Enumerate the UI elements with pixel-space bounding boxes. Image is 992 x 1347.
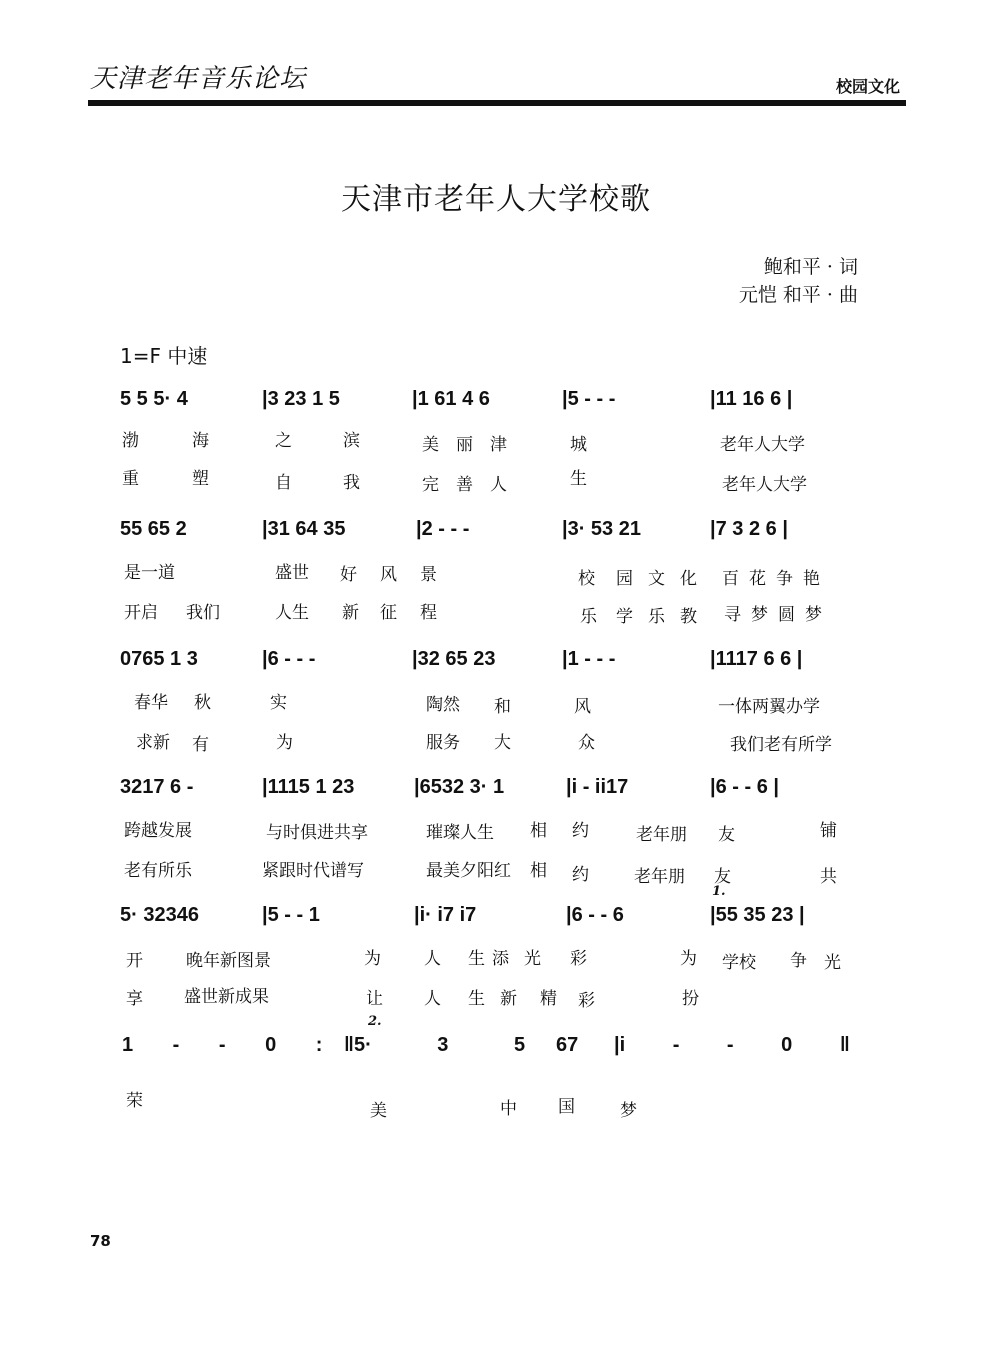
lyric: 实 [270, 693, 287, 713]
measure: |i - - 0 ‖ [614, 1034, 850, 1056]
measure: |31 64 35 [262, 518, 346, 540]
lyric: 海 [192, 431, 209, 451]
lyric: 完 [422, 475, 439, 495]
lyric: 景 [420, 565, 437, 585]
measure: |1 - - - [562, 648, 616, 670]
lyric: 老年朋 [636, 825, 687, 845]
lyric: 有 [192, 735, 209, 755]
measure: 1 - - 0 : [122, 1034, 323, 1056]
measure: |5 - - 1 [262, 904, 320, 926]
lyric: 生 [468, 949, 485, 969]
lyric: 园 [616, 569, 633, 589]
lyric: 渤 [122, 431, 139, 451]
measure: |6 - - 6 | [710, 776, 779, 798]
lyric: 教 [680, 607, 697, 627]
lyrics-line-6 [0, 1086, 992, 1126]
lyric: 友 [714, 867, 731, 887]
lyric: 相 [530, 861, 547, 881]
lyric: 乐 [580, 607, 597, 627]
lyric: 程 [420, 603, 437, 623]
lyric: 盛世新成果 [184, 987, 269, 1007]
lyric: 学 [616, 607, 633, 627]
lyric: 友 [718, 825, 735, 845]
lyric: 为 [276, 733, 293, 753]
lyric: 老有所乐 [124, 861, 192, 881]
lyric: 老年人大学 [722, 475, 807, 495]
lyric: 善 [456, 475, 473, 495]
lyric: 老年朋 [634, 867, 685, 887]
lyric: 人生 [275, 603, 309, 623]
measure: 67 [556, 1034, 579, 1056]
lyric: 风 [380, 565, 397, 585]
lyric: 寻梦圆梦 [724, 605, 832, 625]
lyric: 跨越发展 [124, 821, 192, 841]
composer-credit: 元恺 和平 · 曲 [738, 284, 858, 306]
measure: 5· 32346 [120, 904, 199, 926]
measure: |32 65 23 [412, 648, 496, 670]
measure: |6532 3· 1 [414, 776, 505, 798]
lyric: 大 [494, 733, 511, 753]
lyric: 百花争艳 [722, 569, 830, 589]
measure: |1 61 4 6 [412, 388, 490, 410]
lyric: 人 [490, 475, 507, 495]
lyric: 自 [275, 473, 292, 493]
lyric: 添 [492, 949, 509, 969]
measure: 55 65 2 [120, 518, 187, 540]
lyric: 精 [540, 989, 557, 1009]
measure: |3· 53 21 [562, 518, 641, 540]
key-tempo: 1=F 中速 [120, 344, 208, 368]
lyric: 老年人大学 [720, 435, 805, 455]
lyric: 最美夕阳红 [426, 861, 511, 881]
lyrics-line-2 [0, 556, 992, 626]
lyric: 我们老有所学 [730, 735, 832, 755]
lyricist-credit: 鲍和平 · 词 [763, 256, 858, 278]
lyric: 求新 [136, 733, 170, 753]
lyric: 生 [468, 989, 485, 1009]
lyric: 风 [574, 697, 591, 717]
measure: |3 23 1 5 [262, 388, 340, 410]
lyric: 彩 [570, 949, 587, 969]
lyric: 塑 [192, 469, 209, 489]
measure: |7 3 2 6 | [710, 518, 788, 540]
lyric: 开 [126, 951, 143, 971]
lyric: 紧跟时代谱写 [262, 861, 364, 881]
lyric: 铺 [820, 821, 837, 841]
lyric: 约 [572, 821, 589, 841]
lyric: 开启 [124, 603, 158, 623]
measure: |11 16 6 | [710, 388, 793, 410]
section-label: 校园文化 [835, 77, 900, 96]
score-line-6 [0, 1014, 992, 1094]
lyrics-line-3 [0, 686, 992, 756]
lyric: 美 [422, 435, 439, 455]
measure: |6 - - 6 [566, 904, 624, 926]
lyric: 晚年新图景 [186, 951, 271, 971]
lyric: 城 [570, 435, 587, 455]
measure: |5 - - - [562, 388, 616, 410]
lyric: 征 [380, 603, 397, 623]
volta-2: 2. [368, 1014, 382, 1029]
lyric: 一体两翼办学 [718, 697, 820, 717]
lyric: 春华 [134, 693, 168, 713]
measure: |55 35 23 | [710, 904, 805, 926]
lyric: 秋 [194, 693, 211, 713]
song-title: 天津市老年人大学校歌 [341, 182, 651, 217]
lyric: 生 [570, 469, 587, 489]
measure: |1117 6 6 | [710, 648, 803, 670]
lyric: 丽 [456, 435, 473, 455]
volta-1: 1. [712, 884, 726, 899]
lyric: 我 [343, 473, 360, 493]
lyric: 让 [366, 989, 383, 1009]
lyric: 文 [648, 569, 665, 589]
lyric: 人 [424, 949, 441, 969]
measure: |i - ii17 [566, 776, 629, 798]
lyric: 乐 [648, 607, 665, 627]
lyric: 滨 [343, 431, 360, 451]
lyric: 和 [494, 697, 511, 717]
lyric: 美 [370, 1101, 387, 1121]
lyric: 之 [275, 431, 292, 451]
lyric: 人 [424, 989, 441, 1009]
lyrics-line-4 [0, 814, 992, 887]
measure: |1115 1 23 [262, 776, 355, 798]
lyric: 扮 [682, 989, 699, 1009]
measure: |i· i7 i7 [414, 904, 477, 926]
lyric: 梦 [620, 1101, 637, 1121]
lyric: 光 [824, 953, 841, 973]
lyric: 盛世 [275, 563, 309, 583]
lyric: 与时俱进共享 [266, 823, 368, 843]
lyric: 化 [680, 569, 697, 589]
lyric: 为 [680, 949, 697, 969]
lyric: 国 [558, 1097, 575, 1117]
lyric: 相 [530, 821, 547, 841]
measure: |6 - - - [262, 648, 316, 670]
page-number: 78 [90, 1232, 111, 1250]
lyric: 是一道 [124, 563, 175, 583]
lyric: 光 [524, 949, 541, 969]
lyric: 享 [126, 989, 143, 1009]
lyric: 我们 [186, 603, 220, 623]
lyric: 众 [578, 733, 595, 753]
lyric: 共 [820, 867, 837, 887]
measure: 0765 1 3 [120, 648, 198, 670]
magazine-title: 天津老年音乐论坛 [90, 64, 307, 94]
lyric: 陶然 [426, 695, 460, 715]
lyric: 新 [342, 603, 359, 623]
lyric: 新 [500, 989, 517, 1009]
lyric: 服务 [426, 733, 460, 753]
lyric: 荣 [126, 1091, 143, 1111]
lyric: 中 [500, 1099, 517, 1119]
lyric: 学校 [722, 953, 756, 973]
lyric: 津 [490, 435, 507, 455]
lyric: 约 [572, 865, 589, 885]
measure: ‖5· 3 5 [344, 1034, 526, 1056]
lyric: 璀璨人生 [426, 823, 494, 843]
lyric: 好 [340, 565, 357, 585]
lyrics-line-1 [0, 426, 992, 496]
lyric: 校 [578, 569, 595, 589]
lyrics-line-5 [0, 944, 992, 1014]
lyric: 彩 [578, 991, 595, 1011]
header-rule [88, 100, 906, 106]
lyric: 重 [122, 469, 139, 489]
measure: 3217 6 - [120, 776, 194, 798]
lyric: 为 [364, 949, 381, 969]
lyric: 争 [790, 951, 807, 971]
measure: 5 5 5· 4 [120, 388, 188, 410]
measure: |2 - - - [416, 518, 470, 540]
